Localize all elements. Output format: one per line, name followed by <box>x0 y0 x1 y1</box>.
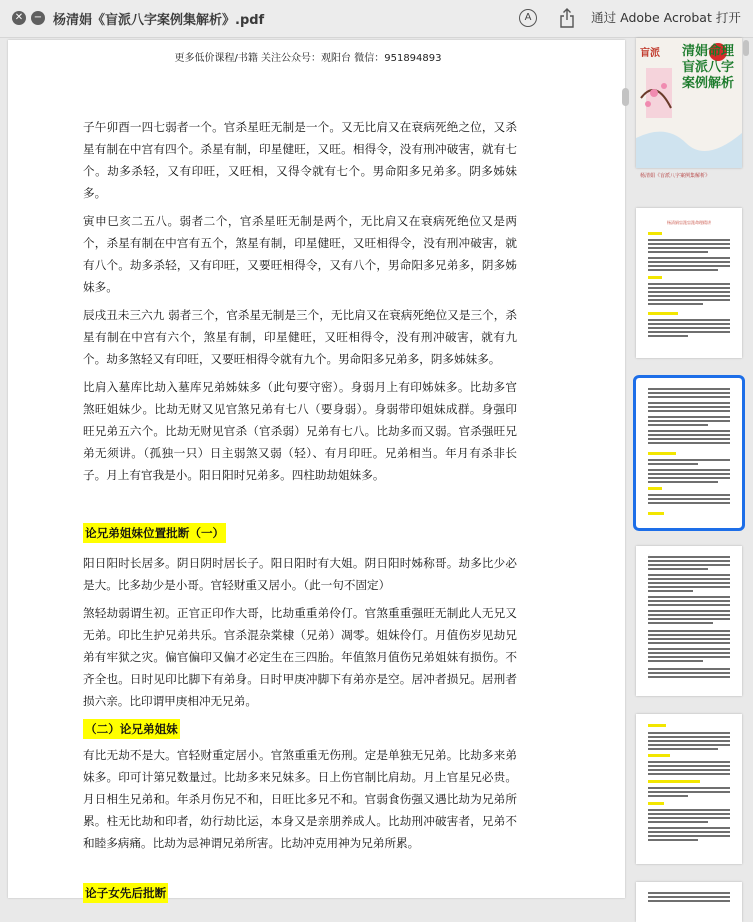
thumbnail-scrollbar[interactable] <box>743 40 749 56</box>
section-heading: 论兄弟姐妹位置批断（一） <box>83 523 226 543</box>
page-scrollbar[interactable] <box>622 88 629 106</box>
paragraph: 子午卯酉一四七弱者一个。官杀星旺无制是一个。又无比肩又在衰病死绝之位，又杀星有制在中宫有四个。杀星有制，印星健旺，又旺。相得令，没有刑冲破害，就有七个。劫多杀轻，又有印旺，又旺相，又得令就有七个。男命阳多兄弟多。阴多姊妹多。 <box>83 120 517 200</box>
pdf-page[interactable] <box>8 40 625 898</box>
window-titlebar <box>0 0 753 38</box>
section-heading: （二）论兄弟姐妹 <box>83 719 180 739</box>
paragraph: 阳日阳时长居多。阴日阴时居长子。阳日阳时有大姐。阴日阳时姊称哥。劫多比少必是大。比多劫少是小哥。官轻财重又居小。（此一句不固定） <box>83 556 517 592</box>
paragraph: 寅申巳亥二五八。弱者二个，官杀星旺无制是两个，无比肩又在衰病死绝位又是两个，杀星有制在中宫有五个，煞星有制，印星健旺，又旺相得令，没有刑冲破害，就有八个。劫多杀轻，又有印旺，又要旺相得令，又有八个，男命阳多兄弟多，阴多姊妹多。 <box>83 214 517 294</box>
close-icon[interactable]: ✕ <box>12 11 26 25</box>
thumbnail-heading: 杨清娟盲派盲派命理精讲 <box>667 220 711 225</box>
cover-subtitle: 盲派 <box>640 48 660 59</box>
page-header: 更多低价课程/书籍 关注公众号：观阳台 微信：951894893 <box>174 53 442 64</box>
thumbnail-sidebar <box>630 38 753 905</box>
minimize-icon[interactable]: − <box>31 11 45 25</box>
paragraph: 煞轻劫弱谓生初。正官正印作大哥，比劫重重弟伶仃。官煞重重强旺无制此人无兄又无弟。印比生护兄弟共乐。官杀混杂棠棣（兄弟）凋零。姐妹伶仃。月值伤岁见劫兄弟有牢狱之灾。偏官偏印又偏才必定生在三四胎。年值煞月值伤兄弟姐妹有损伤。不齐全也。日时见印比脚下有弟身。日时甲庚冲脚下有弟亦是空。居冲者损兄。居刑者损六亲。比印谓甲庚相冲无兄弟。 <box>83 606 517 708</box>
paragraph: 辰戌丑未三六九 弱者三个，官杀星无制是三个，无比肩又在衰病死绝位又是三个，杀星有制在中宫有六个，煞星有制，印星健旺，又旺相得令，没有刑冲破害，就有九个。劫多煞轻又有印旺，又要旺相得令就有九个。男命阳多兄弟多，阴多姊妹多。 <box>83 308 517 366</box>
window-title: 杨清娟《盲派八字案例集解析》.pdf <box>53 13 265 28</box>
thumbnail-page-6[interactable] <box>636 882 742 922</box>
section-heading: 论子女先后批断 <box>83 883 168 903</box>
thumbnail-page-4[interactable] <box>636 546 742 696</box>
document-body <box>83 116 517 903</box>
thumbnail-page-5[interactable] <box>636 714 742 864</box>
cover-author: 杨清娟《盲派八字案例集解析》 <box>640 173 711 179</box>
thumbnail-page-1[interactable] <box>636 38 742 179</box>
cover-title: 清娟命理 盲派八字案例解析 <box>682 44 735 91</box>
share-icon[interactable] <box>559 8 575 28</box>
thumbnail-page-3-current[interactable] <box>636 378 742 528</box>
paragraph: 有比无劫不是大。官轻财重定居小。官煞重重无伤刑。定是单独无兄弟。比劫多来弟妹多。印可计第兄数量过。比劫多来兄妹多。日上伤官制比肩劫。月上官星兄必贵。月日相生兄弟和。年杀月伤兄不和，日旺比多兄不和。官弱食伤强又遇比劫为兄弟所累。柱无比劫和印者，幼行劫比运，本身又是亲朋养成人。比劫刑冲破害者，兄弟不和睦多病痛。比劫为忌神谓兄弟所害。比劫冲克用神为兄弟所累。 <box>83 748 517 850</box>
markup-icon[interactable]: A <box>519 9 537 27</box>
open-in-acrobat-button[interactable]: 通过 Adobe Acrobat 打开 <box>591 10 741 25</box>
thumbnail-page-2[interactable] <box>636 208 742 358</box>
paragraph: 比肩入墓库比劫入墓库兄弟姊妹多（此句要守密）。身弱月上有印姊妹多。比劫多官煞旺姐妹少。比劫无财又见官煞兄弟有七八（要身弱）。身弱带印姐妹成群。身强印旺兄弟五六个。比劫无财见官杀（官杀弱）兄弟有七八。比劫多而又弱。官杀强旺兄弟无须讲。（孤独一只）日主弱煞又弱（轻）、有月印旺。兄弟相当。年月有杀非长子。月上有官我是小。阳日阳时兄弟多。四柱助劫姐妹多。 <box>83 380 517 482</box>
